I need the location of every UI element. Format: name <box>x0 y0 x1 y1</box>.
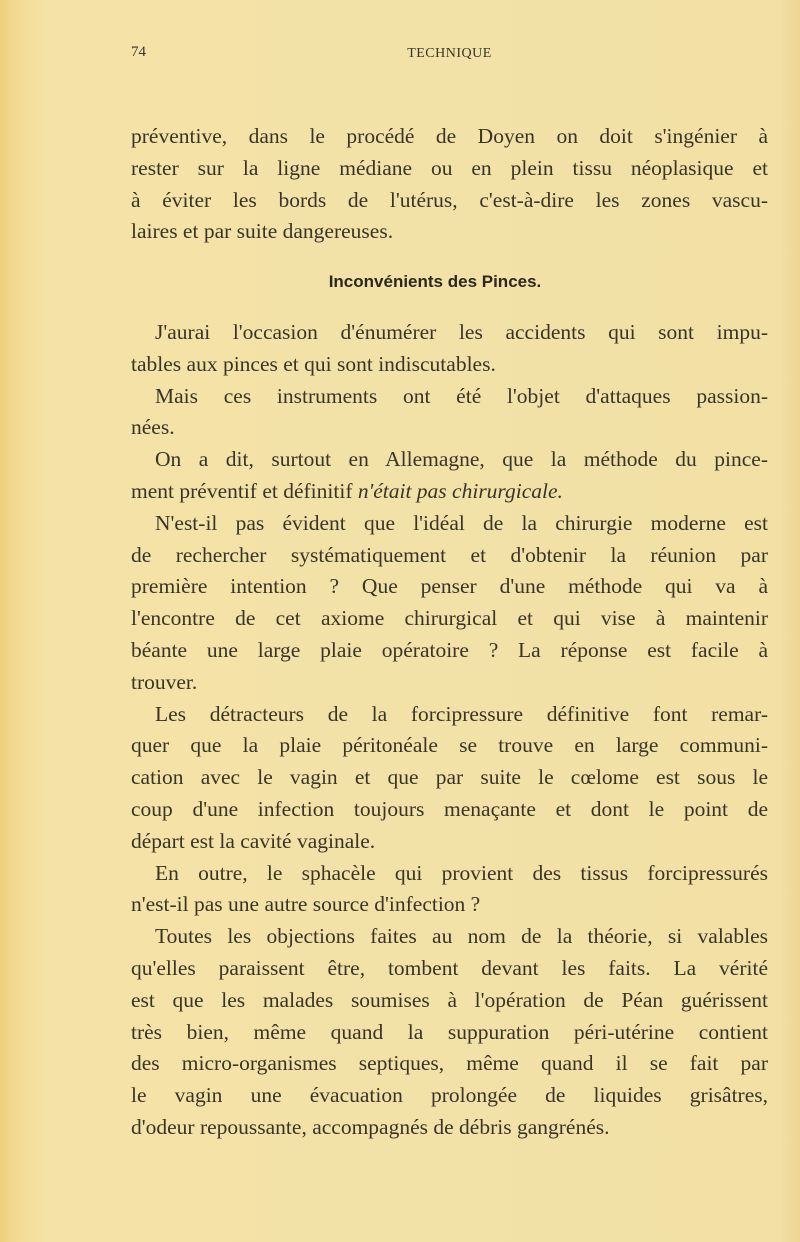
text-line-content: cation avec le vagin et que par suite le cœlome est sous le <box>131 765 768 790</box>
text-line-content: n'est-il pas une autre source d'infection ? <box>131 892 481 917</box>
text-line-content: trouver. <box>131 669 198 694</box>
text-line-content: qu'elles paraissent être, tombent devant les faits. La vérité <box>131 955 768 980</box>
text-line <box>131 381 768 413</box>
text-line-content: très bien, même quand la suppuration péri-utérine contient <box>131 1019 768 1044</box>
page-number: 74 <box>131 44 146 60</box>
text-line <box>131 953 768 985</box>
text-line <box>131 603 768 635</box>
text-line-content: N'est-il pas évident que l'idéal de la chirurgie moderne est <box>155 510 768 535</box>
text-line <box>131 826 768 858</box>
text-line <box>131 216 768 248</box>
text-line-content: béante une large plaie opératoire ? La réponse est facile à <box>131 637 768 662</box>
text-line <box>131 985 768 1017</box>
text-line <box>131 476 768 508</box>
running-title: TECHNIQUE <box>407 46 492 61</box>
text-line-content: rester sur la ligne médiane ou en plein tissu néoplasique et <box>131 155 768 180</box>
text-line-content: En outre, le sphacèle qui provient des tissus forcipressurés <box>155 860 768 885</box>
text-line-content: quer que la plaie péritonéale se trouve en large communi- <box>131 733 768 758</box>
text-line-content: est que les malades soumises à l'opération de Péan guérissent <box>131 987 768 1012</box>
text-line-content: le vagin une évacuation prolongée de liquides grisâtres, <box>131 1083 768 1108</box>
text-line <box>131 571 768 603</box>
text-line <box>131 508 768 540</box>
text-line-content: tables aux pinces et qui sont indiscutables. <box>131 351 496 376</box>
text-line <box>131 1017 768 1049</box>
text-line <box>131 121 768 153</box>
text-line <box>131 635 768 667</box>
text-line <box>131 667 768 699</box>
text-line <box>131 317 768 349</box>
text-line <box>131 699 768 731</box>
page-header <box>131 44 768 68</box>
text-line <box>131 889 768 921</box>
text-line-content: des micro-organismes septiques, même quand il se fait par <box>131 1051 768 1076</box>
text-line-content: On a dit, surtout en Allemagne, que la méthode du pince- <box>155 447 768 472</box>
text-line <box>131 730 768 762</box>
text-line-content: nées. <box>131 415 175 440</box>
italic-text: n'était pas chirurgicale. <box>357 478 563 503</box>
text-line <box>131 349 768 381</box>
text-line <box>131 412 768 444</box>
text-line <box>131 1048 768 1080</box>
text-line <box>131 921 768 953</box>
text-line-content: J'aurai l'occasion d'énumérer les accidents qui sont impu- <box>155 320 768 344</box>
text-line-content: à éviter les bords de l'utérus, c'est-à-dire les zones vascu- <box>131 187 768 212</box>
text-line <box>131 540 768 572</box>
paragraph-block-1 <box>131 121 768 248</box>
text-line-content: première intention ? Que penser d'une méthode qui va à <box>131 574 768 599</box>
text-line <box>131 1112 768 1144</box>
text-line <box>131 444 768 476</box>
text-line-content: Toutes les objections faites au nom de la théorie, si valables <box>155 924 768 949</box>
text-line-content: de rechercher systématiquement et d'obtenir la réunion par <box>131 542 768 567</box>
text-line <box>131 762 768 794</box>
text-line <box>131 858 768 890</box>
text-line-content: préventive, dans le procédé de Doyen on doit s'ingénier à <box>131 124 768 148</box>
text-line-content: ment préventif et définitif <box>131 478 358 503</box>
section-heading <box>0 272 800 292</box>
text-line-content: d'odeur repoussante, accompagnés de débris gangrénés. <box>131 1114 610 1139</box>
text-line <box>131 1080 768 1112</box>
text-line-content: départ est la cavité vaginale. <box>131 828 376 853</box>
text-line-content: Mais ces instruments ont été l'objet d'attaques passion- <box>155 383 768 408</box>
section-heading-text: Inconvénients des Pinces. <box>328 272 542 291</box>
text-line-content: Les détracteurs de la forcipressure définitive font remar- <box>155 701 768 726</box>
text-line-content: coup d'une infection toujours menaçante et dont le point de <box>131 796 768 821</box>
text-line <box>131 794 768 826</box>
paragraph-block-2 <box>131 317 768 1144</box>
text-line <box>131 153 768 185</box>
text-line-content: laires et par suite dangereuses. <box>131 219 394 244</box>
text-line <box>131 185 768 217</box>
text-line-content: l'encontre de cet axiome chirurgical et qui vise à maintenir <box>131 606 768 631</box>
